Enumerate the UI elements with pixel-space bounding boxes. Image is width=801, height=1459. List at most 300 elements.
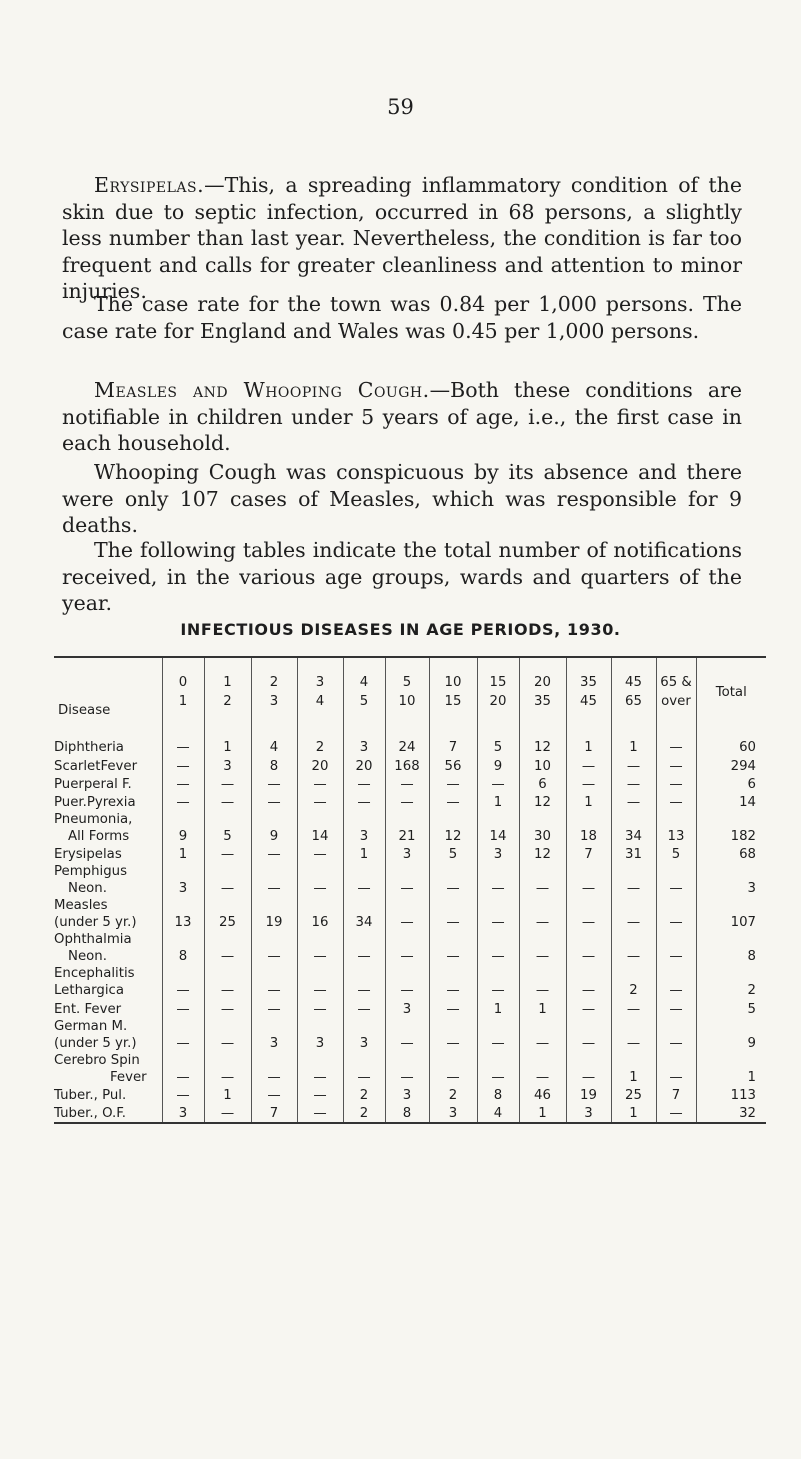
cell-value: 1 [343, 845, 385, 863]
cell-value: — [251, 1086, 297, 1104]
disease-name-line: Ophthalmia [54, 932, 132, 948]
cell-value: — [477, 931, 519, 965]
cell-value: — [297, 965, 343, 999]
cell-value: — [297, 845, 343, 863]
cell-value: — [162, 793, 204, 811]
cell-value: — [477, 1052, 519, 1086]
disease-name-line: Puerperal F. [54, 776, 132, 792]
row-total: 294 [696, 756, 766, 774]
cell-value: 34 [343, 897, 385, 931]
cell-value: — [162, 965, 204, 999]
cell-value: — [611, 775, 656, 793]
age-group-to: 45 [580, 694, 597, 709]
measles-text: —Both these conditions are notifiable in children under 5 years of age, i.e., the first case in each household. [62, 378, 742, 455]
cell-value: 1 [519, 999, 566, 1017]
cell-value: 21 [385, 811, 429, 845]
age-group-header [343, 658, 385, 726]
disease-name-line: (under 5 yr.) [54, 915, 137, 931]
disease-name-line: Puer.Pyrexia [54, 795, 136, 811]
cell-value: — [162, 738, 204, 756]
disease-name [54, 1104, 162, 1122]
table-row [54, 793, 766, 811]
cell-value: — [656, 1018, 696, 1052]
disease-name-line: Fever [110, 1069, 147, 1085]
cell-value: — [204, 863, 251, 897]
disease-name-line: Pemphigus [54, 864, 128, 880]
cell-value: 1 [566, 793, 611, 811]
cell-value: 8 [162, 931, 204, 965]
cell-value: 3 [385, 1086, 429, 1104]
cell-value: 20 [343, 756, 385, 774]
cell-value: 5 [656, 845, 696, 863]
age-group-header [566, 658, 611, 726]
cell-value: — [297, 793, 343, 811]
cell-value: — [566, 897, 611, 931]
cell-value: 1 [611, 738, 656, 756]
paragraph-whooping-cough: Whooping Cough was conspicuous by its absence and there were only 107 cases of Measles, which was responsible for 9 deaths. [62, 460, 742, 537]
cell-value: — [611, 756, 656, 774]
table-body [54, 726, 766, 1122]
age-periods-table [54, 658, 766, 1122]
cell-value: — [204, 775, 251, 793]
age-group-to: 5 [359, 694, 369, 709]
row-total: 5 [696, 999, 766, 1017]
cell-value: — [519, 1052, 566, 1086]
age-group-header [204, 658, 251, 726]
cell-value: — [566, 756, 611, 774]
table-row [54, 1018, 766, 1052]
disease-name-line: Pneumonia, [54, 812, 133, 828]
table-row [54, 756, 766, 774]
cell-value: 3 [477, 845, 519, 863]
cell-value: — [656, 793, 696, 811]
row-total: 68 [696, 845, 766, 863]
age-periods-table-wrap [54, 656, 766, 1124]
cell-value: 9 [162, 811, 204, 845]
row-total: 182 [696, 811, 766, 845]
row-total: 113 [696, 1086, 766, 1104]
age-group-header [656, 658, 696, 726]
disease-name [54, 863, 162, 897]
disease-name [54, 897, 162, 931]
cell-value: — [429, 793, 477, 811]
cell-value: — [611, 1018, 656, 1052]
age-group-from: 35 [580, 675, 597, 690]
cell-value: — [477, 863, 519, 897]
row-total: 2 [696, 965, 766, 999]
disease-name [54, 793, 162, 811]
cell-value: — [204, 1052, 251, 1086]
cell-value: — [343, 1052, 385, 1086]
cell-value: — [204, 1018, 251, 1052]
cell-value: 25 [611, 1086, 656, 1104]
age-group-from: 3 [315, 675, 325, 690]
cell-value: — [385, 1018, 429, 1052]
cell-value: — [656, 999, 696, 1017]
cell-value: 2 [343, 1086, 385, 1104]
cell-value: — [429, 931, 477, 965]
cell-value: — [611, 793, 656, 811]
age-group-header [519, 658, 566, 726]
cell-value: — [611, 999, 656, 1017]
cell-value: — [611, 897, 656, 931]
cell-value: — [477, 965, 519, 999]
disease-name-line: Measles [54, 898, 108, 914]
cell-value: 12 [429, 811, 477, 845]
cell-value: 1 [477, 999, 519, 1017]
cell-value: — [204, 965, 251, 999]
cell-value: — [343, 965, 385, 999]
cell-value: — [519, 1018, 566, 1052]
row-total: 6 [696, 775, 766, 793]
age-group-header [429, 658, 477, 726]
cell-value: 46 [519, 1086, 566, 1104]
cell-value: 31 [611, 845, 656, 863]
cell-value: — [566, 965, 611, 999]
cell-value: 3 [297, 1018, 343, 1052]
cell-value: — [477, 1018, 519, 1052]
cell-value: — [251, 999, 297, 1017]
table-row [54, 1052, 766, 1086]
disease-name [54, 1018, 162, 1052]
disease-name [54, 999, 162, 1017]
cell-value: — [162, 999, 204, 1017]
cell-value: — [519, 965, 566, 999]
cell-value: — [385, 793, 429, 811]
table-row [54, 1104, 766, 1122]
cell-value: 1 [477, 793, 519, 811]
age-group-to: 1 [178, 694, 188, 709]
age-group-from: 1 [223, 675, 232, 690]
cell-value: 8 [251, 756, 297, 774]
cell-value: 13 [656, 811, 696, 845]
cell-value: 1 [611, 1052, 656, 1086]
cell-value: 1 [204, 738, 251, 756]
cell-value: — [297, 1104, 343, 1122]
cell-value: — [429, 965, 477, 999]
cell-value: — [297, 863, 343, 897]
cell-value: 3 [204, 756, 251, 774]
age-group-from: 0 [178, 675, 188, 690]
cell-value: 1 [519, 1104, 566, 1122]
age-group-to: 2 [223, 694, 232, 709]
cell-value: — [656, 738, 696, 756]
disease-name-line: ScarletFever [54, 758, 138, 774]
cell-value: — [297, 999, 343, 1017]
cell-value: 12 [519, 793, 566, 811]
cell-value: 8 [477, 1086, 519, 1104]
cell-value: — [162, 775, 204, 793]
disease-name-line: Tuber., O.F. [54, 1106, 126, 1122]
cell-value: 12 [519, 845, 566, 863]
disease-name-line: Erysipelas [54, 847, 122, 863]
disease-name [54, 738, 162, 756]
cell-value: 19 [251, 897, 297, 931]
cell-value: — [519, 897, 566, 931]
cell-value: 3 [385, 999, 429, 1017]
cell-value: — [566, 931, 611, 965]
age-group-header [297, 658, 343, 726]
cell-value: — [656, 756, 696, 774]
disease-name-line: Neon. [68, 881, 107, 897]
table-bottom-rule [54, 1122, 766, 1124]
cell-value: 168 [385, 756, 429, 774]
cell-value: — [251, 793, 297, 811]
paragraph-measles [62, 377, 742, 457]
paragraph-following: The following tables indicate the total number of notifications received, in the various age groups, wards and quarters of the year. [62, 538, 742, 615]
cell-value: — [566, 999, 611, 1017]
disease-name-line: Encephalitis [54, 966, 135, 982]
cell-value: — [162, 756, 204, 774]
disease-name-line: Neon. [68, 949, 107, 965]
age-group-header [611, 658, 656, 726]
page-number: 59 [387, 95, 414, 119]
cell-value: — [251, 863, 297, 897]
cell-value: 5 [204, 811, 251, 845]
erysipelas-text: —This, a spreading inflammatory condition of the skin due to septic infection, occurred in 68 persons, a slightly less number than last year. Nevertheless, the condition is far too frequent and calls for greater cleanliness and attention to minor injuries. [62, 173, 742, 303]
cell-value: 10 [519, 756, 566, 774]
cell-value: 7 [566, 845, 611, 863]
table-title: INFECTIOUS DISEASES IN AGE PERIODS, 1930. [180, 620, 621, 639]
table-row [54, 1086, 766, 1104]
age-group-from: 5 [402, 675, 412, 690]
cell-value: 3 [566, 1104, 611, 1122]
age-group-from: 20 [534, 675, 551, 690]
disease-name [54, 811, 162, 845]
disease-column-header: Disease [58, 703, 111, 718]
age-group-to: over [661, 694, 691, 709]
disease-name [54, 1052, 162, 1086]
cell-value: — [204, 1104, 251, 1122]
cell-value: 16 [297, 897, 343, 931]
age-group-to: 4 [315, 694, 325, 709]
age-group-to: 20 [489, 694, 507, 709]
cell-value: 8 [385, 1104, 429, 1122]
cell-value: — [611, 863, 656, 897]
cell-value: — [656, 775, 696, 793]
cell-value: — [162, 1052, 204, 1086]
cell-value: 3 [343, 811, 385, 845]
disease-name [54, 775, 162, 793]
cell-value: 2 [429, 1086, 477, 1104]
disease-name-line: All Forms [68, 829, 130, 845]
cell-value: — [429, 1018, 477, 1052]
erysipelas-heading: Erysipelas. [94, 173, 205, 197]
cell-value: 6 [519, 775, 566, 793]
cell-value: — [656, 1104, 696, 1122]
table-header-row [54, 658, 766, 726]
age-group-from: 4 [359, 675, 369, 690]
disease-name-line: Tuber., Pul. [54, 1088, 127, 1104]
cell-value: 1 [611, 1104, 656, 1122]
disease-name-line: German M. [54, 1018, 128, 1034]
row-total: 9 [696, 1018, 766, 1052]
cell-value: — [656, 897, 696, 931]
cell-value: — [429, 775, 477, 793]
cell-value: — [519, 863, 566, 897]
cell-value: — [656, 1052, 696, 1086]
cell-value: — [429, 897, 477, 931]
cell-value: — [385, 1052, 429, 1086]
age-group-from: 15 [489, 675, 507, 690]
disease-name-line: Ent. Fever [54, 1001, 122, 1017]
cell-value: — [566, 1052, 611, 1086]
table-row [54, 897, 766, 931]
cell-value: — [566, 775, 611, 793]
cell-value: — [656, 931, 696, 965]
cell-value: 3 [343, 1018, 385, 1052]
cell-value: 20 [297, 756, 343, 774]
cell-value: — [204, 931, 251, 965]
cell-value: — [204, 793, 251, 811]
age-group-to: 3 [269, 694, 279, 709]
cell-value: 1 [204, 1086, 251, 1104]
cell-value: — [204, 845, 251, 863]
disease-name [54, 756, 162, 774]
table-row [54, 931, 766, 965]
cell-value: — [656, 863, 696, 897]
cell-value: 3 [162, 863, 204, 897]
cell-value: — [477, 775, 519, 793]
disease-name [54, 931, 162, 965]
cell-value: 56 [429, 756, 477, 774]
cell-value: 34 [611, 811, 656, 845]
table-row [54, 811, 766, 845]
age-group-to: 10 [398, 694, 416, 709]
age-group-from: 10 [444, 675, 462, 690]
disease-name [54, 1086, 162, 1104]
cell-value: 18 [566, 811, 611, 845]
age-group-header [477, 658, 519, 726]
age-group-from: 45 [625, 675, 642, 690]
cell-value: 30 [519, 811, 566, 845]
cell-value: 3 [162, 1104, 204, 1122]
cell-value: — [566, 863, 611, 897]
row-total: 107 [696, 897, 766, 931]
cell-value: 24 [385, 738, 429, 756]
cell-value: 3 [429, 1104, 477, 1122]
disease-name-line: (under 5 yr.) [54, 1035, 137, 1051]
cell-value: — [429, 863, 477, 897]
measles-heading: Measles and Whooping Cough. [94, 378, 430, 402]
cell-value: 7 [251, 1104, 297, 1122]
cell-value: 14 [297, 811, 343, 845]
cell-value: — [251, 931, 297, 965]
cell-value: 3 [385, 845, 429, 863]
paragraph-erysipelas [62, 172, 742, 305]
cell-value: 12 [519, 738, 566, 756]
cell-value: — [519, 931, 566, 965]
row-total: 32 [696, 1104, 766, 1122]
cell-value: — [297, 1052, 343, 1086]
disease-name-line: Lethargica [54, 983, 124, 999]
cell-value: — [385, 965, 429, 999]
age-group-to: 65 [625, 694, 642, 709]
cell-value: — [297, 1086, 343, 1104]
cell-value: — [343, 999, 385, 1017]
cell-value: — [566, 1018, 611, 1052]
row-total: 1 [696, 1052, 766, 1086]
cell-value: 3 [343, 738, 385, 756]
cell-value: 3 [251, 1018, 297, 1052]
cell-value: 19 [566, 1086, 611, 1104]
cell-value: — [611, 931, 656, 965]
table-spacer-row [54, 726, 766, 738]
cell-value: — [385, 775, 429, 793]
age-group-from: 65 & [660, 675, 692, 690]
cell-value: 14 [477, 811, 519, 845]
disease-name [54, 845, 162, 863]
total-column-header: Total [696, 658, 766, 726]
cell-value: — [477, 897, 519, 931]
cell-value: — [343, 863, 385, 897]
cell-value: 4 [477, 1104, 519, 1122]
table-row [54, 863, 766, 897]
row-total: 60 [696, 738, 766, 756]
disease-name-line: Cerebro Spin [54, 1052, 140, 1068]
cell-value: — [204, 999, 251, 1017]
age-group-header [162, 658, 204, 726]
table-row [54, 775, 766, 793]
age-group-from: 2 [269, 675, 279, 690]
cell-value: — [251, 965, 297, 999]
age-group-to: 35 [534, 694, 551, 709]
cell-value: 1 [162, 845, 204, 863]
row-total: 8 [696, 931, 766, 965]
cell-value: 2 [343, 1104, 385, 1122]
cell-value: — [656, 965, 696, 999]
cell-value: — [251, 845, 297, 863]
table-row [54, 965, 766, 999]
cell-value: — [385, 863, 429, 897]
cell-value: 4 [251, 738, 297, 756]
table-row [54, 999, 766, 1017]
cell-value: 1 [566, 738, 611, 756]
cell-value: — [297, 931, 343, 965]
cell-value: — [343, 775, 385, 793]
cell-value: — [385, 897, 429, 931]
table-row [54, 845, 766, 863]
age-group-header [251, 658, 297, 726]
row-total: 14 [696, 793, 766, 811]
cell-value: 2 [611, 965, 656, 999]
age-group-header [385, 658, 429, 726]
cell-value: 13 [162, 897, 204, 931]
cell-value: — [429, 1052, 477, 1086]
paragraph-case-rate: The case rate for the town was 0.84 per 1,000 persons. The case rate for England and Wales was 0.45 per 1,000 persons. [62, 292, 742, 343]
cell-value: — [429, 999, 477, 1017]
table-row [54, 738, 766, 756]
disease-name-line: Diphtheria [54, 740, 124, 756]
cell-value: 7 [656, 1086, 696, 1104]
cell-value: — [385, 931, 429, 965]
cell-value: — [162, 1086, 204, 1104]
cell-value: 7 [429, 738, 477, 756]
cell-value: — [251, 775, 297, 793]
cell-value: — [343, 931, 385, 965]
cell-value: — [162, 1018, 204, 1052]
cell-value: 5 [429, 845, 477, 863]
cell-value: — [251, 1052, 297, 1086]
cell-value: — [297, 775, 343, 793]
age-group-to: 15 [444, 694, 462, 709]
cell-value: 5 [477, 738, 519, 756]
row-total: 3 [696, 863, 766, 897]
cell-value: — [343, 793, 385, 811]
cell-value: 9 [251, 811, 297, 845]
cell-value: 9 [477, 756, 519, 774]
disease-name [54, 965, 162, 999]
